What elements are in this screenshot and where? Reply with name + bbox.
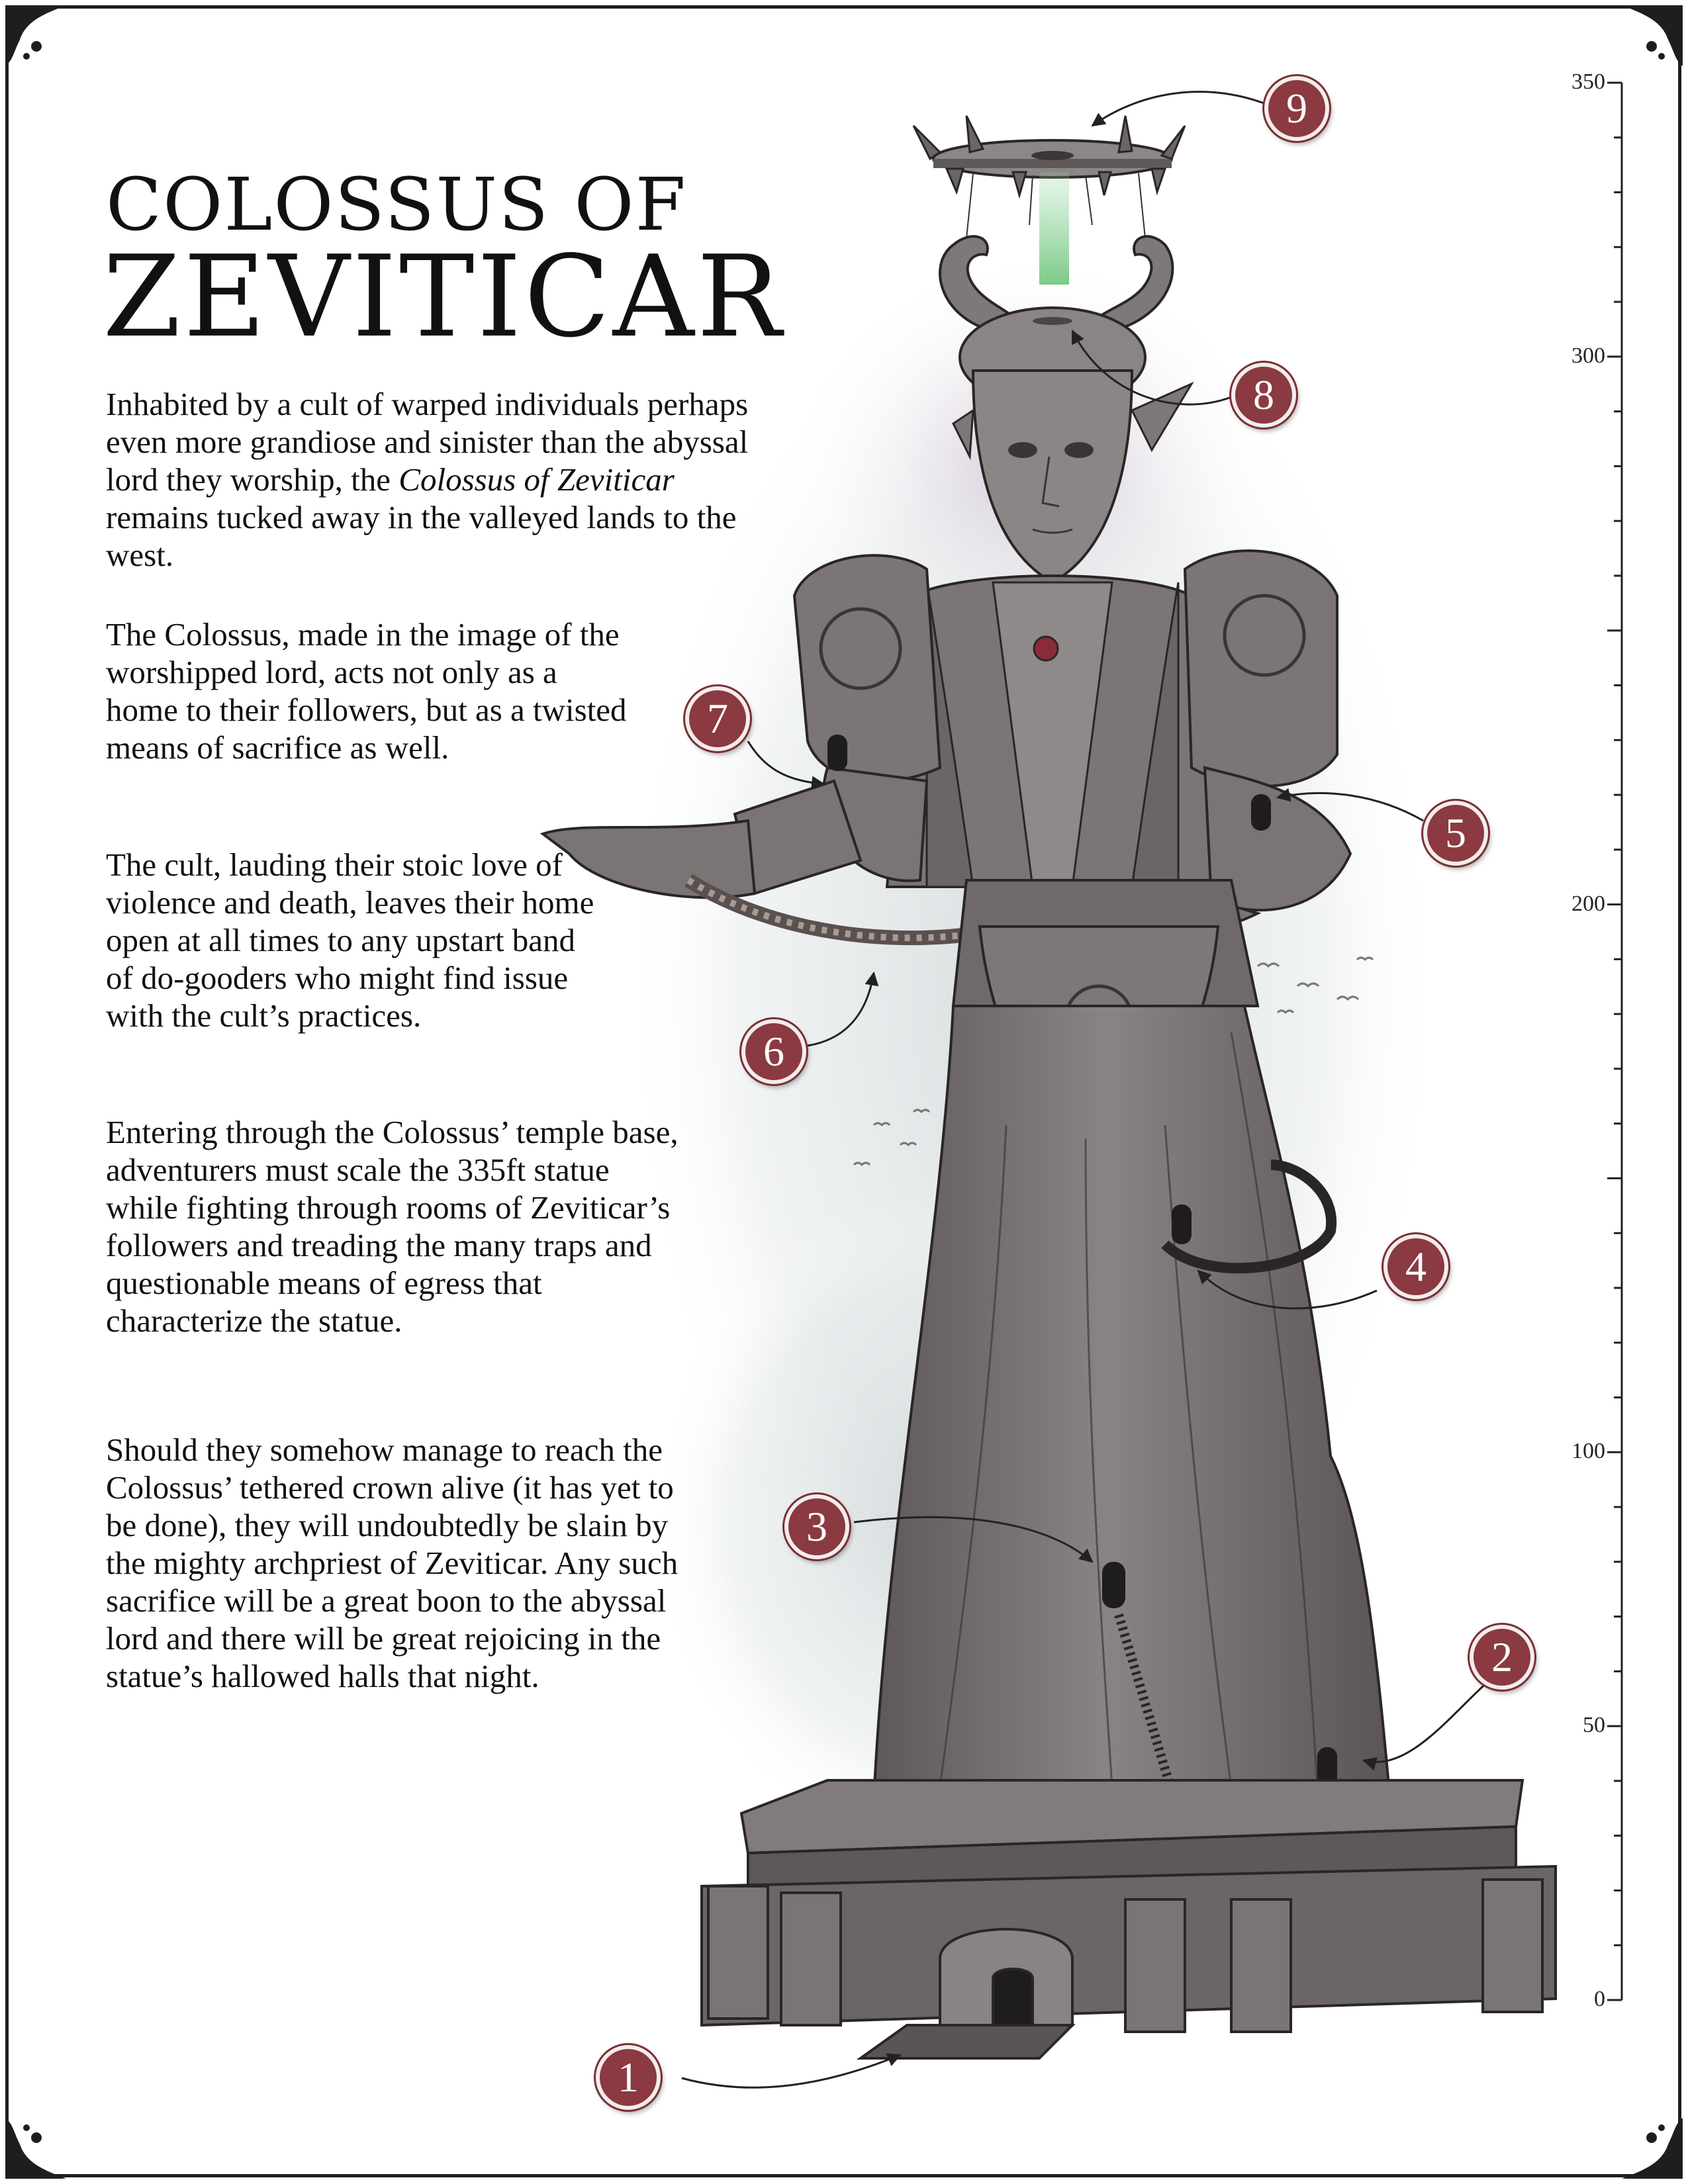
paragraph-1 bbox=[106, 385, 774, 574]
paragraph-1-text-b: remains tucked away in the valleyed lands to the west. bbox=[106, 499, 737, 573]
title-line-1: COLOSSUS OF bbox=[106, 162, 687, 247]
marker-4: 4 bbox=[1383, 1234, 1448, 1299]
marker-6: 6 bbox=[741, 1019, 806, 1084]
paragraph-5: Should they somehow manage to reach the Colossus’ tethered crown alive (it has yet to be done), they will undoubtedly be slain by the mighty archpriest of Zeviticar. Any such sacrifice will be a great boon to the abyssal lord and there will be great rejoicing in the statue’s hallowed halls that night. bbox=[106, 1432, 679, 1694]
paragraph-4: Entering through the Colossus’ temple base, adventurers must scale the 335ft statue while fighting through rooms of Zeviticar’s followers and treading the many traps and questionable means of egress that characterize the statue. bbox=[106, 1114, 679, 1339]
scale-label: 350 bbox=[1571, 69, 1605, 94]
scale-label: 100 bbox=[1571, 1439, 1605, 1464]
scale-label: 300 bbox=[1571, 343, 1605, 368]
marker-2: 2 bbox=[1470, 1625, 1534, 1690]
marker-8: 8 bbox=[1231, 363, 1296, 428]
marker-9: 9 bbox=[1264, 76, 1329, 141]
marker-1: 1 bbox=[596, 2045, 661, 2110]
scale-label: 200 bbox=[1571, 891, 1605, 916]
marker-7: 7 bbox=[685, 686, 750, 751]
paragraph-1-italic: Colossus of Zeviticar bbox=[399, 461, 675, 498]
paragraph-3: The cult, lauding their stoic love of violence and death, leaves their home open at all times to any upstart band of do-gooders who might find issue with the cult’s practices. bbox=[106, 846, 594, 1034]
scale-label: 0 bbox=[1594, 1987, 1605, 2011]
marker-3: 3 bbox=[784, 1494, 849, 1559]
title-line-2: ZEVITICAR bbox=[103, 232, 784, 363]
paragraph-1-text-a: Inhabited by a cult of warped individuals perhaps even more grandiose and sinister than the abyssal lord they worship, the bbox=[106, 386, 749, 498]
marker-5: 5 bbox=[1423, 801, 1488, 866]
scale-label: 50 bbox=[1583, 1713, 1605, 1738]
paragraph-2: The Colossus, made in the image of the worshipped lord, acts not only as a home to their followers, but as a twisted means of sacrifice as well. bbox=[106, 616, 627, 766]
